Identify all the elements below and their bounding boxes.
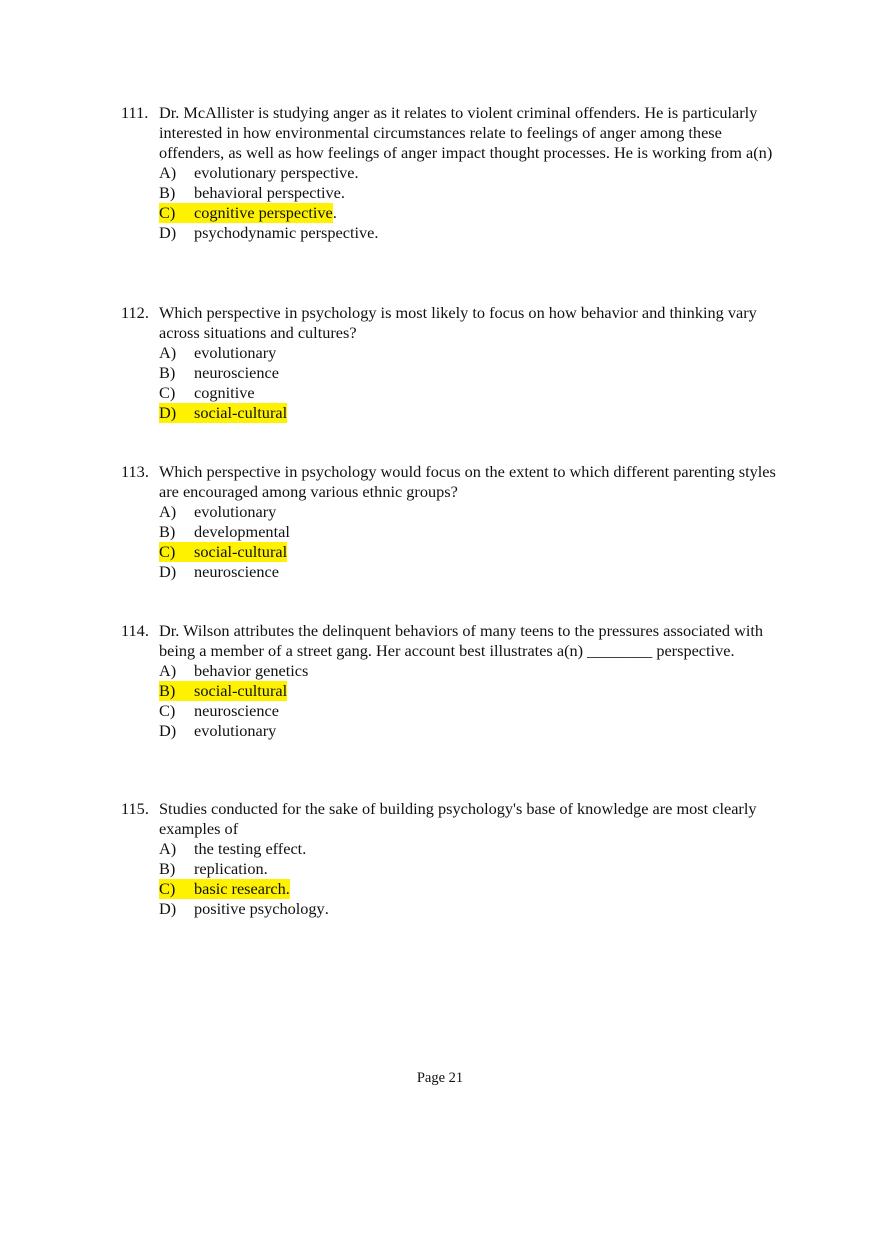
question-stem: Dr. McAllister is studying anger as it relates to violent criminal offenders. He is particularly interested in how environmental circumstances relate to feelings of anger among these offenders, as well as how feelings of anger impact thought processes. He is working from a(n)	[159, 103, 773, 162]
option-trailing-punctuation: .	[354, 163, 359, 182]
question-stem-row	[121, 103, 781, 163]
option-text: evolutionary perspective	[194, 163, 355, 182]
option-letter: B)	[159, 363, 176, 382]
answer-option	[159, 661, 781, 681]
option-trailing-punctuation: .	[263, 859, 268, 878]
option-letter: D)	[159, 403, 177, 422]
option-letter: B)	[159, 183, 176, 202]
option-text: the testing effect	[194, 839, 303, 858]
highlighted-answer	[159, 879, 290, 899]
answer-options	[159, 661, 781, 741]
answer-options	[159, 163, 781, 243]
answer-options	[159, 502, 781, 582]
option-letter: C)	[159, 383, 176, 402]
answer-option	[159, 701, 781, 721]
question-number: 112.	[121, 303, 149, 322]
answer-option	[159, 899, 781, 919]
answer-option	[159, 343, 781, 363]
answer-option	[159, 681, 781, 701]
option-letter: A)	[159, 163, 177, 182]
option-trailing-punctuation: .	[374, 223, 379, 242]
answer-option-content	[159, 859, 264, 879]
question-stem: Which perspective in psychology is most likely to focus on how behavior and thinking vary across situations and cultures?	[159, 303, 757, 342]
option-letter: C)	[159, 701, 176, 720]
answer-option-content	[159, 183, 341, 203]
option-letter: D)	[159, 223, 177, 242]
option-text: basic research.	[194, 879, 290, 898]
option-text: evolutionary	[194, 343, 277, 362]
answer-option	[159, 363, 781, 383]
answer-option	[159, 879, 781, 899]
option-trailing-punctuation: .	[332, 203, 337, 222]
answer-option	[159, 859, 781, 879]
option-letter: B)	[159, 859, 176, 878]
option-text: social-cultural	[194, 681, 288, 700]
option-text: behavioral perspective	[194, 183, 341, 202]
question-stem-row	[121, 621, 781, 661]
option-letter: C)	[159, 879, 176, 898]
answer-option	[159, 522, 781, 542]
option-text: positive psychology	[194, 899, 325, 918]
option-letter: D)	[159, 562, 177, 581]
option-text: neuroscience	[194, 701, 279, 720]
question-111	[121, 103, 781, 243]
answer-option	[159, 502, 781, 522]
answer-option-content	[159, 363, 279, 383]
highlighted-answer	[159, 681, 287, 701]
option-letter: B)	[159, 522, 176, 541]
option-text: evolutionary	[194, 502, 277, 521]
answer-option	[159, 383, 781, 403]
option-text: cognitive	[194, 383, 255, 402]
question-stem-row	[121, 799, 781, 839]
option-letter: A)	[159, 502, 177, 521]
option-text: neuroscience	[194, 562, 279, 581]
answer-option-content	[159, 661, 308, 681]
option-text: developmental	[194, 522, 290, 541]
answer-option-content	[159, 163, 355, 183]
answer-option	[159, 403, 781, 423]
question-number: 114.	[121, 621, 149, 640]
answer-option	[159, 163, 781, 183]
option-letter: C)	[159, 203, 176, 222]
option-text: social-cultural	[194, 403, 288, 422]
question-number: 115.	[121, 799, 149, 818]
option-letter: D)	[159, 721, 177, 740]
option-text: cognitive perspective	[194, 203, 333, 222]
option-text: evolutionary	[194, 721, 277, 740]
option-text: psychodynamic perspective	[194, 223, 375, 242]
answer-option-content	[159, 522, 290, 542]
option-trailing-punctuation: .	[324, 899, 329, 918]
question-113	[121, 462, 781, 582]
answer-options	[159, 839, 781, 919]
question-112	[121, 303, 781, 423]
question-number: 111.	[121, 103, 149, 122]
option-text: neuroscience	[194, 363, 279, 382]
answer-option-content	[159, 383, 255, 403]
question-number: 113.	[121, 462, 149, 481]
question-114	[121, 621, 781, 741]
option-text: behavior genetics	[194, 661, 309, 680]
answer-option	[159, 542, 781, 562]
answer-option-content	[159, 343, 276, 363]
answer-option-content	[159, 562, 279, 582]
page-number: Page 21	[416, 1070, 464, 1086]
option-letter: B)	[159, 681, 176, 700]
option-text: replication	[194, 859, 264, 878]
answer-option-content	[159, 721, 276, 741]
answer-option-content	[159, 701, 279, 721]
answer-options	[159, 343, 781, 423]
answer-option	[159, 223, 781, 243]
answer-option	[159, 183, 781, 203]
question-stem: Which perspective in psychology would focus on the extent to which different parenting styles are encouraged among various ethnic groups?	[159, 462, 776, 501]
answer-option	[159, 562, 781, 582]
highlighted-answer	[159, 203, 333, 223]
answer-option	[159, 721, 781, 741]
highlighted-answer	[159, 403, 287, 423]
answer-option-content	[159, 223, 374, 243]
answer-option-content	[159, 502, 276, 522]
option-letter: A)	[159, 661, 177, 680]
answer-option	[159, 839, 781, 859]
answer-option	[159, 203, 781, 223]
question-stem: Dr. Wilson attributes the delinquent behaviors of many teens to the pressures associated with being a member of a street gang. Her account best illustrates a(n) ________ perspective.	[159, 621, 764, 660]
option-letter: D)	[159, 899, 177, 918]
question-115	[121, 799, 781, 919]
option-letter: C)	[159, 542, 176, 561]
option-letter: A)	[159, 343, 177, 362]
highlighted-answer	[159, 542, 287, 562]
question-stem: Studies conducted for the sake of building psychology's base of knowledge are most clearly examples of	[159, 799, 757, 838]
question-stem-row	[121, 303, 781, 343]
option-trailing-punctuation: .	[302, 839, 307, 858]
option-letter: A)	[159, 839, 177, 858]
option-text: social-cultural	[194, 542, 288, 561]
answer-option-content	[159, 839, 302, 859]
question-stem-row	[121, 462, 781, 502]
option-trailing-punctuation: .	[340, 183, 345, 202]
answer-option-content	[159, 899, 325, 919]
